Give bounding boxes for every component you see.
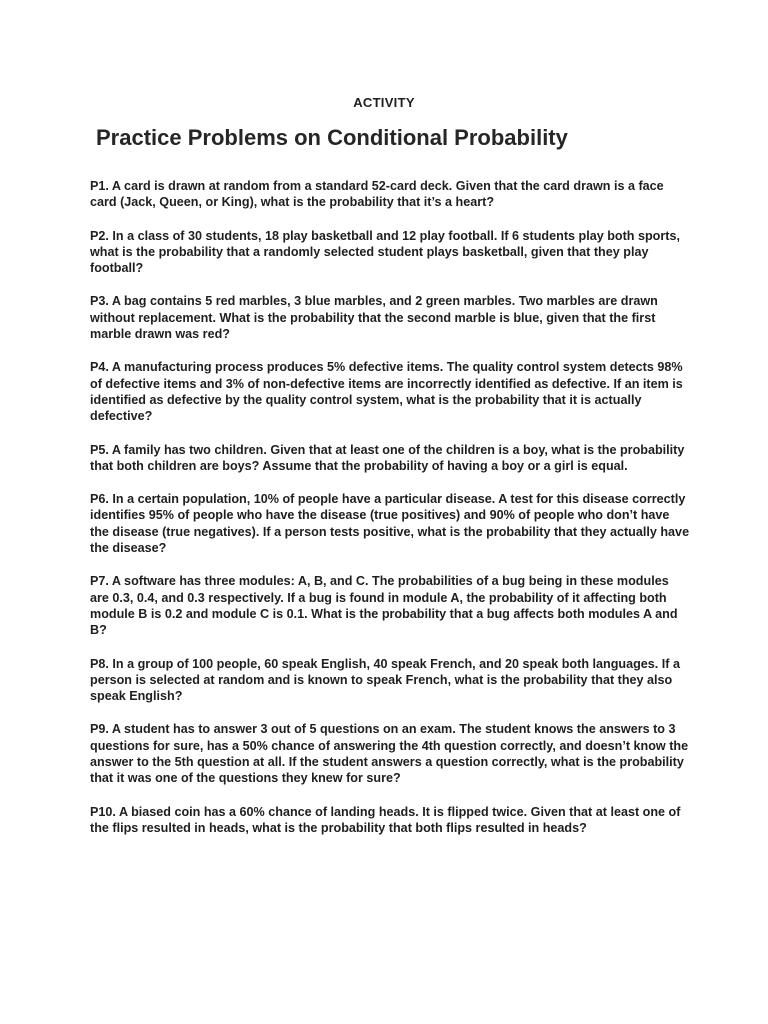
problem-4: P4. A manufacturing process produces 5% defective items. The quality control system detects 98% of defective items and 3% of non-defective items are incorrectly identified as defective. If an item is identified as defective by the quality control system, what is the probability that it is actually defective?: [90, 360, 683, 424]
problem-9: P9. A student has to answer 3 out of 5 questions on an exam. The student knows the answers to 3 questions for sure, has a 50% chance of answering the 4th question correctly, and doesn’t know the answer to the 5th question at all. If the student answers a question correctly, what is the probability that it was one of the questions they knew for sure?: [90, 722, 689, 786]
problem-8: P8. In a group of 100 people, 60 speak English, 40 speak French, and 20 speak both languages. If a person is selected at random and is known to speak French, what is the probability that they also speak English?: [90, 656, 680, 704]
problem-list: [90, 178, 690, 853]
problem-6: P6. In a certain population, 10% of people have a particular disease. A test for this disease correctly identifies 95% of people who have the disease (true positives) and 90% of people who don’t have the disease (true negatives). If a person tests positive, what is the probability that they actually have the disease?: [90, 492, 690, 556]
page-title: Practice Problems on Conditional Probability: [96, 125, 568, 150]
problem-5: P5. A family has two children. Given that at least one of the children is a boy, what is the probability that both children are boys? Assume that the probability of having a boy or a girl is equal.: [90, 442, 685, 473]
activity-label: ACTIVITY: [353, 95, 415, 110]
problem-7: P7. A software has three modules: A, B, and C. The probabilities of a bug being in these modules are 0.3, 0.4, and 0.3 respectively. If a bug is found in module A, the probability of it affecting both module B is 0.2 and module C is 0.1. What is the probability that a bug affects both modules A and B?: [90, 574, 678, 638]
problem-1: P1. A card is drawn at random from a standard 52-card deck. Given that the card drawn is a face card (Jack, Queen, or King), what is the probability that it’s a heart?: [90, 179, 664, 210]
problem-3: P3. A bag contains 5 red marbles, 3 blue marbles, and 2 green marbles. Two marbles are drawn without replacement. What is the probability that the second marble is blue, given that the first marble drawn was red?: [90, 294, 658, 342]
problem-10: P10. A biased coin has a 60% chance of landing heads. It is flipped twice. Given that at least one of the flips resulted in heads, what is the probability that both flips resulted in heads?: [90, 804, 681, 835]
problem-2: P2. In a class of 30 students, 18 play basketball and 12 play football. If 6 students play both sports, what is the probability that a randomly selected student plays basketball, given that they play football?: [90, 228, 680, 276]
